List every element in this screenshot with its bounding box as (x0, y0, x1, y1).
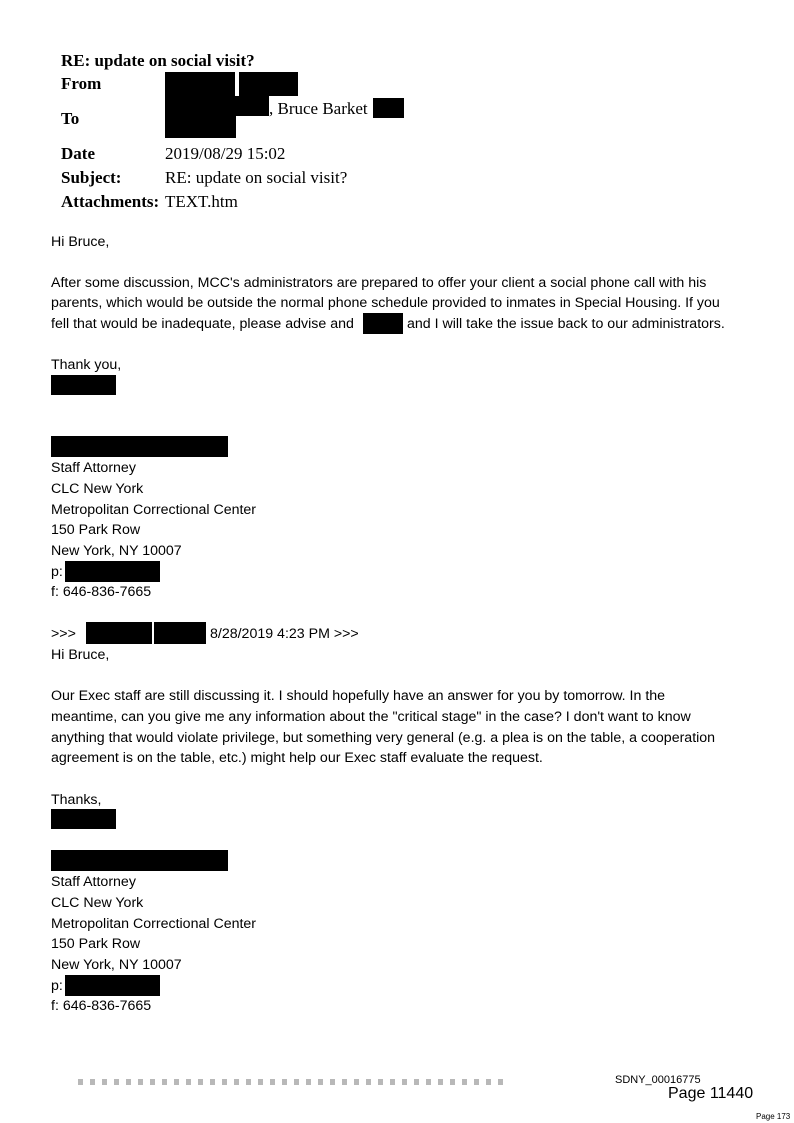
signature2-facility: Metropolitan Correctional Center (51, 916, 257, 932)
message1-line3-end: and I will take the issue back to our administrators. (407, 316, 725, 332)
message1-greeting: Hi Bruce, (51, 234, 110, 250)
signature2-fax: f: 646-836-7665 (51, 998, 152, 1014)
redaction-from-first (165, 72, 235, 96)
redaction-message1-name (363, 313, 403, 334)
signature1-role: Staff Attorney (51, 460, 136, 476)
date-value: 2019/08/29 15:02 (165, 144, 286, 163)
signature2-phone-label: p: (51, 978, 63, 994)
signature2-city: New York, NY 10007 (51, 957, 182, 973)
to-value: , Bruce Barket (269, 99, 368, 118)
redaction-to-suffix (373, 98, 404, 118)
signature1-fax: f: 646-836-7665 (51, 584, 152, 600)
email-title: RE: update on social visit? (61, 51, 255, 70)
redaction-signoff-2 (51, 809, 116, 829)
quote-prefix: >>> (51, 626, 76, 642)
quote-line1: Our Exec staff are still discussing it. I should hopefully have an answer for you by tomorrow. In the (51, 688, 666, 704)
signature2-org: CLC New York (51, 895, 144, 911)
signature1-phone-label: p: (51, 564, 63, 580)
signature1-city: New York, NY 10007 (51, 543, 182, 559)
redaction-from-last (239, 72, 298, 96)
quote-closing: Thanks, (51, 792, 102, 808)
cutoff-footer-line (78, 1079, 508, 1085)
message1-line1: After some discussion, MCC's administrators are prepared to offer your client a social phone call with his (51, 275, 707, 291)
redaction-signature-name-1 (51, 436, 228, 457)
redaction-quote-first (86, 622, 152, 644)
message1-closing: Thank you, (51, 357, 122, 373)
redaction-signoff-1 (51, 375, 116, 395)
quote-line2: meantime, can you give me any information about the "critical stage" in the case? I don't want to know (51, 709, 691, 725)
signature2-role: Staff Attorney (51, 874, 136, 890)
signature1-street: 150 Park Row (51, 522, 141, 538)
quote-timestamp: 8/28/2019 4:23 PM >>> (210, 626, 359, 642)
subject-label: Subject: (61, 168, 122, 187)
quote-greeting: Hi Bruce, (51, 647, 110, 663)
signature1-org: CLC New York (51, 481, 144, 497)
redaction-signature-name-2 (51, 850, 228, 871)
from-label: From (61, 74, 102, 93)
attachments-label: Attachments: (61, 192, 160, 211)
subject-value: RE: update on social visit? (165, 168, 348, 187)
redaction-quote-last (154, 622, 206, 644)
redaction-phone-1 (65, 561, 160, 582)
signature1-facility: Metropolitan Correctional Center (51, 502, 257, 518)
small-page-number: Page 173 (756, 1112, 791, 1121)
to-label: To (61, 109, 80, 128)
redaction-to-line2 (165, 116, 236, 138)
quote-line3: anything that would violate privilege, but something very general (e.g. a plea is on the table, a cooperation (51, 730, 716, 746)
message1-line2: parents, which would be outside the normal phone schedule provided to inmates in Special Housing. If you (51, 295, 720, 311)
date-label: Date (61, 144, 95, 163)
redaction-to-name (165, 96, 269, 116)
message1-line3-start: fell that would be inadequate, please advise and (51, 316, 354, 332)
redaction-phone-2 (65, 975, 160, 996)
quote-line4: agreement is on the table, etc.) might help our Exec staff evaluate the request. (51, 750, 543, 766)
bates-number: SDNY_00016775 (615, 1074, 701, 1086)
signature2-street: 150 Park Row (51, 936, 141, 952)
attachments-value: TEXT.htm (165, 192, 238, 211)
page-number: Page 11440 (668, 1085, 754, 1102)
